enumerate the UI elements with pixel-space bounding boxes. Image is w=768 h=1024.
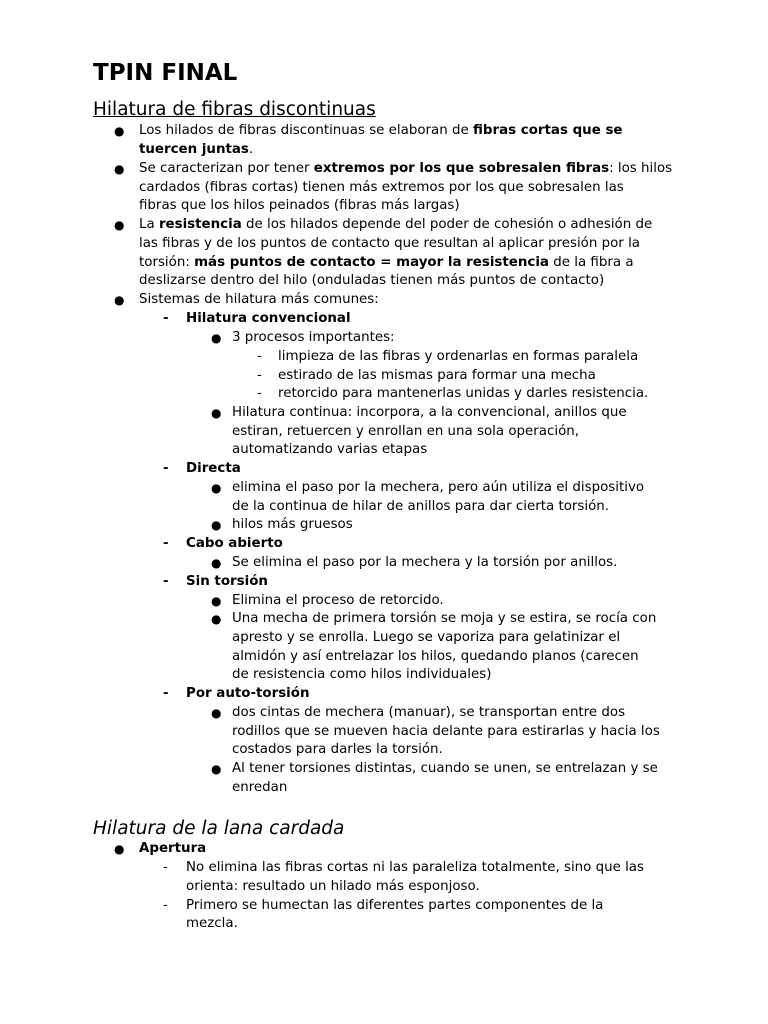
list-item-text: Elimina el proceso de retorcido. xyxy=(232,593,444,608)
dash-marker: - xyxy=(163,536,169,551)
section-heading-fibras-discontinuas: Hilatura de fibras discontinuas xyxy=(93,99,376,120)
bullet-marker: ● xyxy=(211,481,222,495)
bullet-marker: ● xyxy=(211,331,222,345)
page-title: TPIN FINAL xyxy=(93,60,238,86)
dash-marker: - xyxy=(163,686,169,701)
dash-marker: - xyxy=(257,386,262,401)
dash-marker: - xyxy=(257,368,262,383)
list-item-text: fibras que los hilos peinados (fibras más largas) xyxy=(139,198,460,213)
subsection-label-convencional: Hilatura convencional xyxy=(186,311,351,326)
bullet-marker: ● xyxy=(114,124,125,138)
list-item-text: rodillos que se mueven hacia delante para estirarlas y hacia los xyxy=(232,724,660,739)
list-item-text: las fibras y de los puntos de contacto que resultan al aplicar presión por la xyxy=(139,236,640,251)
list-item-text: almidón y así entrelazar los hilos, quedando planos (carecen xyxy=(232,649,639,664)
list-item-text: elimina el paso por la mechera, pero aún utiliza el dispositivo xyxy=(232,480,645,495)
list-item-text: dos cintas de mechera (manuar), se transportan entre dos xyxy=(232,705,626,720)
dash-marker: - xyxy=(163,461,169,476)
bullet-marker: ● xyxy=(211,706,222,720)
list-item-text: de resistencia como hilos individuales) xyxy=(232,667,492,682)
subsection-label-apertura: Apertura xyxy=(139,841,207,856)
bullet-marker: ● xyxy=(211,556,222,570)
list-item-text: costados para darles la torsión. xyxy=(232,742,443,757)
list-item-text: cardados (fibras cortas) tienen más extremos por los que sobresalen las xyxy=(139,180,624,195)
list-item-text: estiran, retuercen y enrollan en una sola operación, xyxy=(232,424,580,439)
list-item-text: tuercen juntas. xyxy=(139,142,254,157)
list-item-text: retorcido para mantenerlas unidas y darles resistencia. xyxy=(278,386,649,401)
list-item-text: estirado de las mismas para formar una mecha xyxy=(278,368,596,383)
subsection-label-cabo-abierto: Cabo abierto xyxy=(186,536,283,551)
list-item-text: limpieza de las fibras y ordenarlas en formas paralela xyxy=(278,349,639,364)
list-item-text: Se caracterizan por tener extremos por los que sobresalen fibras: los hilos xyxy=(139,161,673,176)
list-item-text: torsión: más puntos de contacto = mayor la resistencia de la fibra a xyxy=(139,255,634,270)
bullet-marker: ● xyxy=(211,518,222,532)
list-item-text: Una mecha de primera torsión se moja y se estira, se rocía con xyxy=(232,611,657,626)
subsection-label-directa: Directa xyxy=(186,461,241,476)
bullet-marker: ● xyxy=(211,612,222,626)
dash-marker: - xyxy=(163,898,168,913)
dash-marker: - xyxy=(163,574,169,589)
section-heading-lana-cardada: Hilatura de la lana cardada xyxy=(93,818,345,839)
list-item-text: No elimina las fibras cortas ni las paraleliza totalmente, sino que las xyxy=(186,860,644,875)
bullet-marker: ● xyxy=(114,218,125,232)
list-item-text: apresto y se enrolla. Luego se vaporiza para gelatinizar el xyxy=(232,630,621,645)
list-item-text: 3 procesos importantes: xyxy=(232,330,395,345)
list-item-text: Al tener torsiones distintas, cuando se unen, se entrelazan y se xyxy=(232,761,658,776)
list-item-text: La resistencia de los hilados depende del poder de cohesión o adhesión de xyxy=(139,217,653,232)
bullet-marker: ● xyxy=(114,162,125,176)
subsection-label-sin-torsion: Sin torsión xyxy=(186,574,268,589)
list-item-text: enredan xyxy=(232,780,288,795)
list-item-text: orienta: resultado un hilado más esponjoso. xyxy=(186,879,480,894)
bullet-marker: ● xyxy=(211,762,222,776)
dash-marker: - xyxy=(163,311,169,326)
bullet-marker: ● xyxy=(211,594,222,608)
list-item-text: hilos más gruesos xyxy=(232,517,353,532)
bullet-marker: ● xyxy=(114,293,125,307)
list-item-text: mezcla. xyxy=(186,916,238,931)
dash-marker: - xyxy=(257,349,262,364)
list-item-text: Los hilados de fibras discontinuas se elaboran de fibras cortas que se xyxy=(139,123,623,138)
dash-marker: - xyxy=(163,860,168,875)
list-item-text: de la continua de hilar de anillos para dar cierta torsión. xyxy=(232,499,610,514)
list-item-text: Hilatura continua: incorpora, a la convencional, anillos que xyxy=(232,405,627,420)
list-item-text: Sistemas de hilatura más comunes: xyxy=(139,292,379,307)
bullet-marker: ● xyxy=(114,842,125,856)
list-item-text: deslizarse dentro del hilo (onduladas tienen más puntos de contacto) xyxy=(139,273,605,288)
subsection-label-auto-torsion: Por auto-torsión xyxy=(186,686,310,701)
list-item-text: Se elimina el paso por la mechera y la torsión por anillos. xyxy=(232,555,618,570)
list-item-text: Primero se humectan las diferentes partes componentes de la xyxy=(186,898,604,913)
list-item-text: automatizando varias etapas xyxy=(232,442,428,457)
bullet-marker: ● xyxy=(211,406,222,420)
